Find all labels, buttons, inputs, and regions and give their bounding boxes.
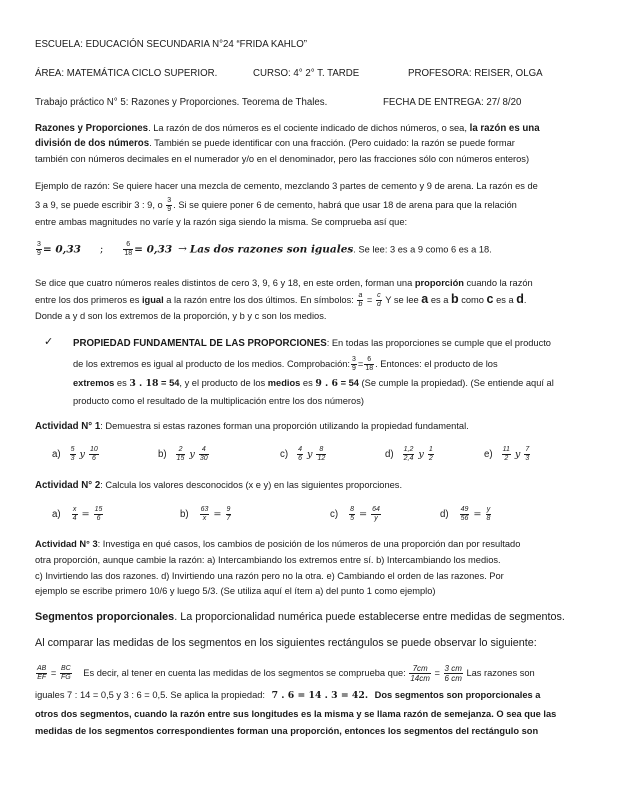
fraction: $\frac{x}{4}$ [72, 506, 77, 522]
activity-item [330, 506, 382, 523]
example-line-1: Ejemplo de razón: Se quiere hacer una mezcla de cemento, mezclando 3 partes de cemento y 9 de arena. La razón es de [35, 181, 538, 191]
item-letter: b) [158, 449, 167, 461]
fraction: $\frac{4}{6}$ [298, 446, 302, 462]
fraction: $\frac{10}{6}$ [90, 446, 98, 462]
segments-heading: Segmentos proporcionales. La proporcionalidad numérica puede establecerse entre medidas de segmentos. [35, 611, 565, 623]
fraction-3-9b: $\frac{3}{9}$ [37, 241, 41, 257]
fraction-c-d: $\frac{c}{d}$ [376, 292, 381, 308]
fraction-a-b: $\frac{a}{b}$ [358, 292, 363, 308]
separator: = [473, 509, 482, 521]
fraction: $\frac{63}{x}$ [200, 506, 209, 522]
separator: = [213, 509, 222, 521]
fraction: $\frac{11}{2}$ [502, 446, 510, 462]
separator: y [514, 449, 521, 461]
item-letter: c) [330, 509, 339, 521]
segments-line-2: $\frac{AB}{EF}$ = $\frac{BC}{FG}$ Es decir, al tener en cuenta las medidas de los segmentos se comprueba que: $\frac{7cm}{14cm}$ = $\frac{3 cm}{6 cm}$ Las razones son [37, 664, 535, 683]
course-line: CURSO: 4° 2° T. TARDE [253, 68, 360, 79]
property-line-4: producto como el resultado de la multiplicación entre los dos números) [73, 396, 364, 406]
example-line-2: 3 a 9, se puede escribir 3 : 9, o $\frac{3}{9}$ . Si se quiere poner 6 de cemento, habrá que usar 18 de arena para que la relación [35, 197, 517, 213]
intro-line-2: división de dos números. También se puede identificar con una fracción. (Pero cuidado: la razón se puede formar [35, 138, 515, 149]
activity-3-line-2: otra proporción, aunque cambie la razón: a) Intercambiando los extremos entre sí. b) Intercambiando los medios. [35, 555, 501, 565]
item-letter: a) [52, 509, 61, 521]
segments-line-1: Al comparar las medidas de los segmentos en los siguientes rectángulos se puede observar lo siguiente: [35, 637, 537, 649]
fraction-6-18: $\frac{6}{18}$ [124, 241, 133, 257]
activity-item [385, 446, 435, 463]
segments-line-5: medidas de los segmentos correspondientes forman una proporción, entonces los segmentos del rectángulo son [35, 726, 539, 736]
assignment-line: Trabajo práctico N° 5: Razones y Proporciones. Teorema de Thales. [35, 97, 328, 108]
fraction: $\frac{8}{5}$ [350, 506, 354, 522]
item-letter: a) [52, 449, 61, 461]
activity-item [440, 506, 492, 523]
separator: y [189, 449, 195, 461]
example-equation: $\frac{3}{9}$ = 0,33 ; $\frac{6}{18}$ = 0,33 → Las dos razones son iguales. Se lee: 3 es a 9 como 6 es a 18. [37, 241, 492, 257]
school-line: ESCUELA: EDUCACIÓN SECUNDARIA N°24 “FRIDA KAHLO” [35, 39, 307, 50]
fraction: $\frac{7}{3}$ [525, 446, 530, 462]
activity-3-line-1: Actividad N° 3: Investiga en qué casos, los cambios de posición de los números de una proporción dan por resultado [35, 539, 521, 549]
separator: = [81, 509, 90, 521]
activity-item [52, 446, 100, 463]
fraction: $\frac{1}{2}$ [428, 446, 433, 462]
separator: y [306, 449, 313, 461]
segments-line-4: otros dos segmentos, cuando la razón entre sus longitudes es la misma y se llama razón de semejanza. O sea que las [35, 709, 557, 719]
item-letter: e) [484, 449, 493, 461]
activity-item [158, 446, 210, 463]
proportion-line-3: Donde a y d son los extremos de la proporción, y b y c son los medios. [35, 311, 327, 321]
intro-line-1: Razones y Proporciones. La razón de dos números es el cociente indicado de dichos números, o sea, la razón es una [35, 123, 540, 134]
due-date: FECHA DE ENTREGA: 27/ 8/20 [383, 97, 522, 108]
item-letter: d) [385, 449, 394, 461]
fraction: $\frac{64}{y}$ [372, 506, 380, 522]
fraction: $\frac{2}{15}$ [176, 446, 185, 462]
activity-item [280, 446, 327, 463]
separator: = [358, 509, 368, 521]
check-icon: ✓ [44, 336, 54, 348]
separator: y [79, 449, 86, 461]
fraction: $\frac{49}{56}$ [460, 506, 469, 522]
activity-item [484, 446, 531, 463]
fraction: $\frac{5}{3}$ [70, 446, 75, 462]
activity-3-line-3: c) Invirtiendo las dos razones. d) Invirtiendo una razón pero no la otra. e) Cambiando el orden de las razones. Por [35, 571, 504, 581]
activity-3-line-4: ejemplo se escribe primero 10/6 y luego 5/3. (Se utiliza aquí el ítem a) del punto 1 como ejemplo) [35, 586, 436, 596]
fraction: $\frac{1,2}{2,4}$ [403, 446, 414, 462]
property-line-2: de los extremos es igual al producto de los medios. Comprobación: $\frac{3}{9}$ = $\frac{6}{18}$ . Entonces: el producto de los [73, 356, 498, 372]
item-letter: d) [440, 509, 449, 521]
intro-line-3: también con números decimales en el numerador y/o en el denominador, pero las fracciones sólo con números enteros) [35, 154, 530, 164]
fraction: $\frac{y}{8}$ [486, 506, 491, 522]
property-line-1: PROPIEDAD FUNDAMENTAL DE LAS PROPORCIONES: En todas las proporciones se cumple que el producto [73, 338, 551, 349]
activity-2-heading: Actividad N° 2: Calcula los valores desconocidos (x e y) en las siguientes proporciones. [35, 480, 403, 491]
segments-line-3: iguales 7 : 14 = 0,5 y 3 : 6 = 0,5. Se aplica la propiedad: 7 . 6 = 14 . 3 = 42. Dos segmentos son proporcionales a [35, 690, 541, 701]
proportion-line-2: entre los dos primeros es igual a la razón entre los dos últimos. En símbolos: $\frac{a}{b}$ = $\frac{c}{d}$ Y se lee a es a b como c es a d. [35, 291, 527, 308]
teacher-line: PROFESORA: REISER, OLGA [408, 68, 543, 79]
activity-1-heading: Actividad N° 1: Demuestra si estas razones forman una proporción utilizando la propiedad fundamental. [35, 421, 469, 432]
activity-item [180, 506, 232, 523]
section-title: Razones y Proporciones [35, 123, 149, 134]
item-letter: c) [280, 449, 289, 461]
example-line-3: entre ambas magnitudes no varíe y la razón siga siendo la misma. Se comprueba así que: [35, 217, 408, 227]
area-line: ÁREA: MATEMÁTICA CICLO SUPERIOR. [35, 68, 218, 79]
fraction: $\frac{9}{7}$ [226, 506, 231, 522]
proportion-line-1: Se dice que cuatro números reales distintos de cero 3, 9, 6 y 18, en este orden, forman una proporción cuando la razón [35, 278, 533, 288]
fraction: $\frac{8}{12}$ [317, 446, 326, 462]
fraction: $\frac{15}{6}$ [94, 506, 103, 522]
property-line-3: extremos es 3 . 18 = 54, y el producto de los medios es 9 . 6 = 54 (Se cumple la propiedad). (Se entiende aquí al [73, 378, 554, 389]
activity-item [52, 506, 104, 523]
fraction-3-9: $\frac{3}{9}$ [167, 197, 172, 213]
separator: y [418, 449, 424, 461]
fraction: $\frac{4}{30}$ [199, 446, 208, 462]
item-letter: b) [180, 509, 189, 521]
